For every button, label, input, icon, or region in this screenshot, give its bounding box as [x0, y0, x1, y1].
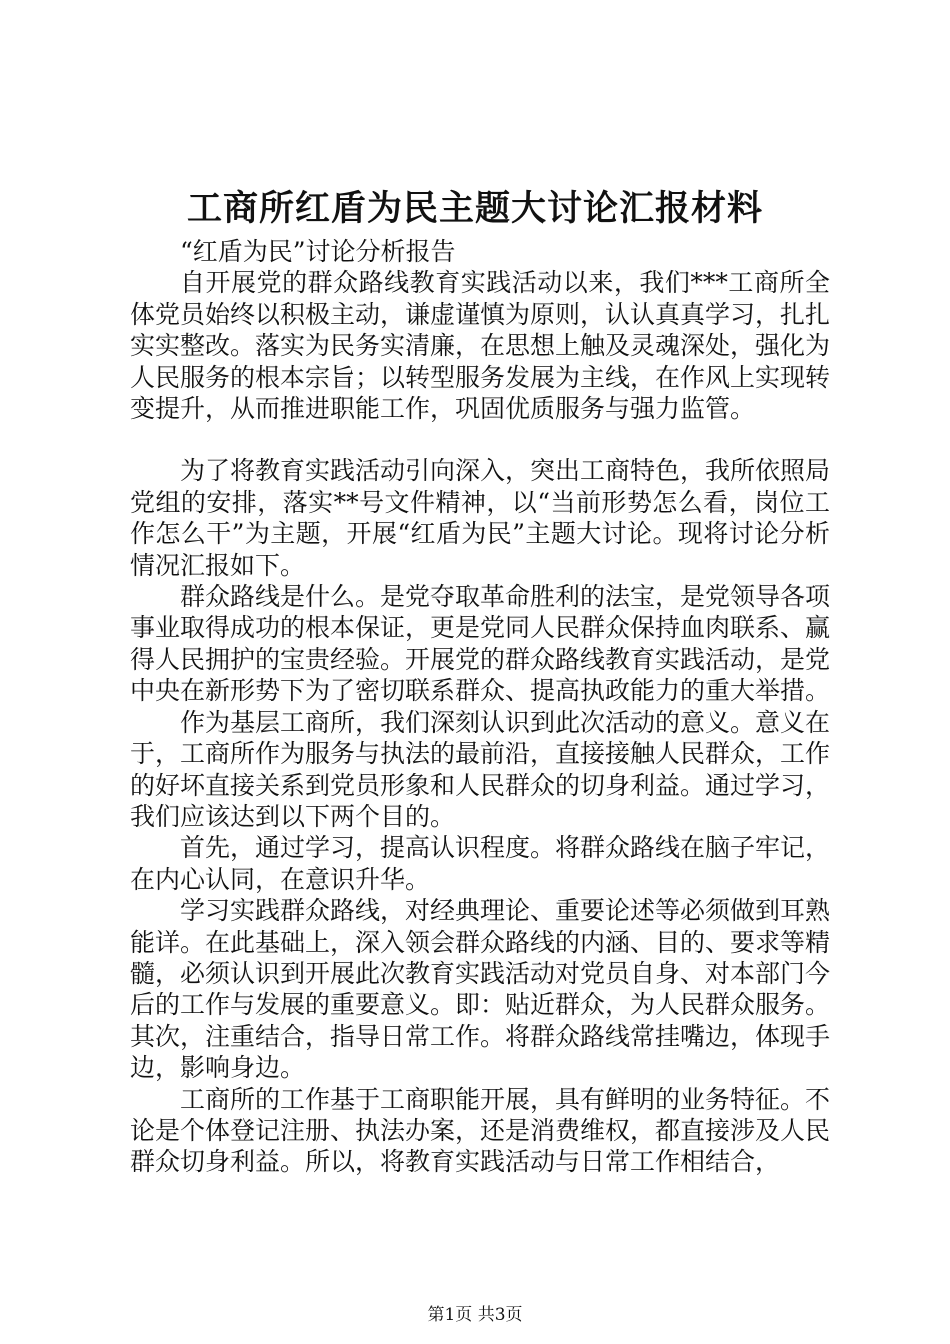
body-paragraph: 群众路线是什么。是党夺取革命胜利的法宝，是党领导各项事业取得成功的根本保证，更是党同人民群众保持血肉联系、赢得人民拥护的宝贵经验。开展党的群众路线教育实践活动，是党中央在新形势下为了密切联系群众、提高执政能力的重大举措。: [130, 582, 831, 706]
document-title: 工商所红盾为民主题大讨论汇报材料: [186, 188, 763, 229]
body-paragraph: 为了将教育实践活动引向深入，突出工商特色，我所依照局党组的安排，落实**号文件精神，以“当前形势怎么看，岗位工作怎么干”为主题，开展“红盾为民”主题大讨论。现将讨论分析情况汇报如下。: [130, 456, 831, 580]
body-paragraph: 学习实践群众路线，对经典理论、重要论述等必须做到耳熟能详。在此基础上，深入领会群众路线的内涵、目的、要求等精髓，必须认识到开展此次教育实践活动对党员自身、对本部门今后的工作与发展的重要意义。即：贴近群众，为人民群众服务。其次，注重结合，指导日常工作。将群众路线常挂嘴边，体现手边，影响身边。: [130, 896, 831, 1083]
page-number: 第1页 共3页: [427, 1305, 523, 1325]
body-paragraph: 工商所的工作基于工商职能开展，具有鲜明的业务特征。不论是个体登记注册、执法办案，还是消费维权，都直接涉及人民群众切身利益。所以，将教育实践活动与日常工作相结合，: [130, 1084, 831, 1177]
body-paragraph: 自开展党的群众路线教育实践活动以来，我们***工商所全体党员始终以积极主动，谦虚谨慎为原则，认认真真学习，扎扎实实整改。落实为民务实清廉，在思想上触及灵魂深处，强化为人民服务的根本宗旨；以转型服务发展为主线，在作风上实现转变提升，从而推进职能工作，巩固优质服务与强力监管。: [130, 268, 831, 424]
body-paragraph: 作为基层工商所，我们深刻认识到此次活动的意义。意义在于，工商所作为服务与执法的最前沿，直接接触人民群众，工作的好坏直接关系到党员形象和人民群众的切身利益。通过学习，我们应该达到以下两个目的。: [130, 707, 831, 831]
report-subtitle: “红盾为民”讨论分析报告: [180, 237, 456, 266]
document-body: [130, 236, 830, 1178]
body-paragraph: 首先，通过学习，提高认识程度。将群众路线在脑子牢记，在内心认同，在意识升华。: [130, 833, 831, 894]
